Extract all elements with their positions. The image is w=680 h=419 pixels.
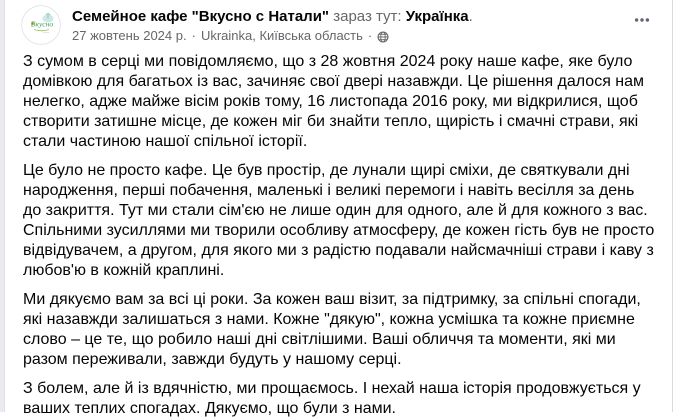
globe-icon (377, 31, 389, 43)
post-text (5, 45, 672, 419)
post-location-link[interactable]: Ukrainka, Київська область (200, 28, 363, 43)
page-logo-image (21, 5, 61, 45)
meta-separator: · (191, 28, 196, 43)
page-name-link[interactable]: Семейное кафе "Вкусно с Натали" (72, 8, 330, 25)
post-timestamp-link[interactable]: 27 жовтень 2024 р. (72, 28, 187, 43)
post-title-line (72, 7, 473, 26)
checkin-prefix: зараз тут: (333, 8, 402, 25)
post-options-button[interactable] (630, 10, 654, 30)
post-paragraph: Це було не просто кафе. Це був простір, де лунали щирі сміхи, де святкували дні народження, перші побачення, маленькі і великі перемоги і навіть весілля за день до закриття. Тут ми стали сім'єю не лише один для одного, але й для кожного з вас. Спільними зусиллями ми творили особливу атмосферу, де кожен гість був не просто відвідувачем, а другом, для якого ми з радістю подавали найсмачніші страви і каву з любов'ю в кожній краплині. (23, 162, 655, 279)
meta-separator: · (367, 28, 373, 43)
post-meta-line (72, 27, 473, 45)
post-header (5, 0, 672, 45)
post-paragraph: Ми дякуємо вам за всі ці роки. За кожен ваш візит, за підтримку, за спільні спогади, які назавжди залишаться з нами. Кожне "дякую", кожна усмішка та кожне приємне слово – це те, що робило наші дні світлішими. Ваші обличчя та моменти, які ми разом переживали, завжди будуть у нашому серці. (23, 291, 641, 368)
checkin-suffix: . (468, 8, 473, 25)
ellipsis-icon (633, 11, 651, 29)
post-header-text (72, 5, 473, 45)
facebook-post-card (5, 0, 673, 417)
page-avatar[interactable] (21, 5, 61, 45)
post-paragraph: З сумом в серці ми повідомляємо, що з 28 жовтня 2024 року наше кафе, яке було домівкою для багатьох із вас, зачиняє свої двері назавжди. Це рішення далося нам нелегко, адже майже вісім років тому, 16 листопада 2016 року, ми відкрилися, щоб створити затишне місце, де кожен міг би знайти тепло, щирість і смачні страви, які стали частиною нашої спільної історії. (23, 53, 645, 150)
checkin-location-link[interactable]: Українка (405, 8, 469, 25)
post-paragraph: З болем, але й із вдячністю, ми прощаємось. І нехай наша історія продовжується у ваших теплих спогадах. Дякуємо, що були з нами. (23, 380, 641, 417)
avatar-logo-text: Вкусно (30, 19, 54, 29)
svg-text:~~~: ~~~ (43, 30, 49, 35)
